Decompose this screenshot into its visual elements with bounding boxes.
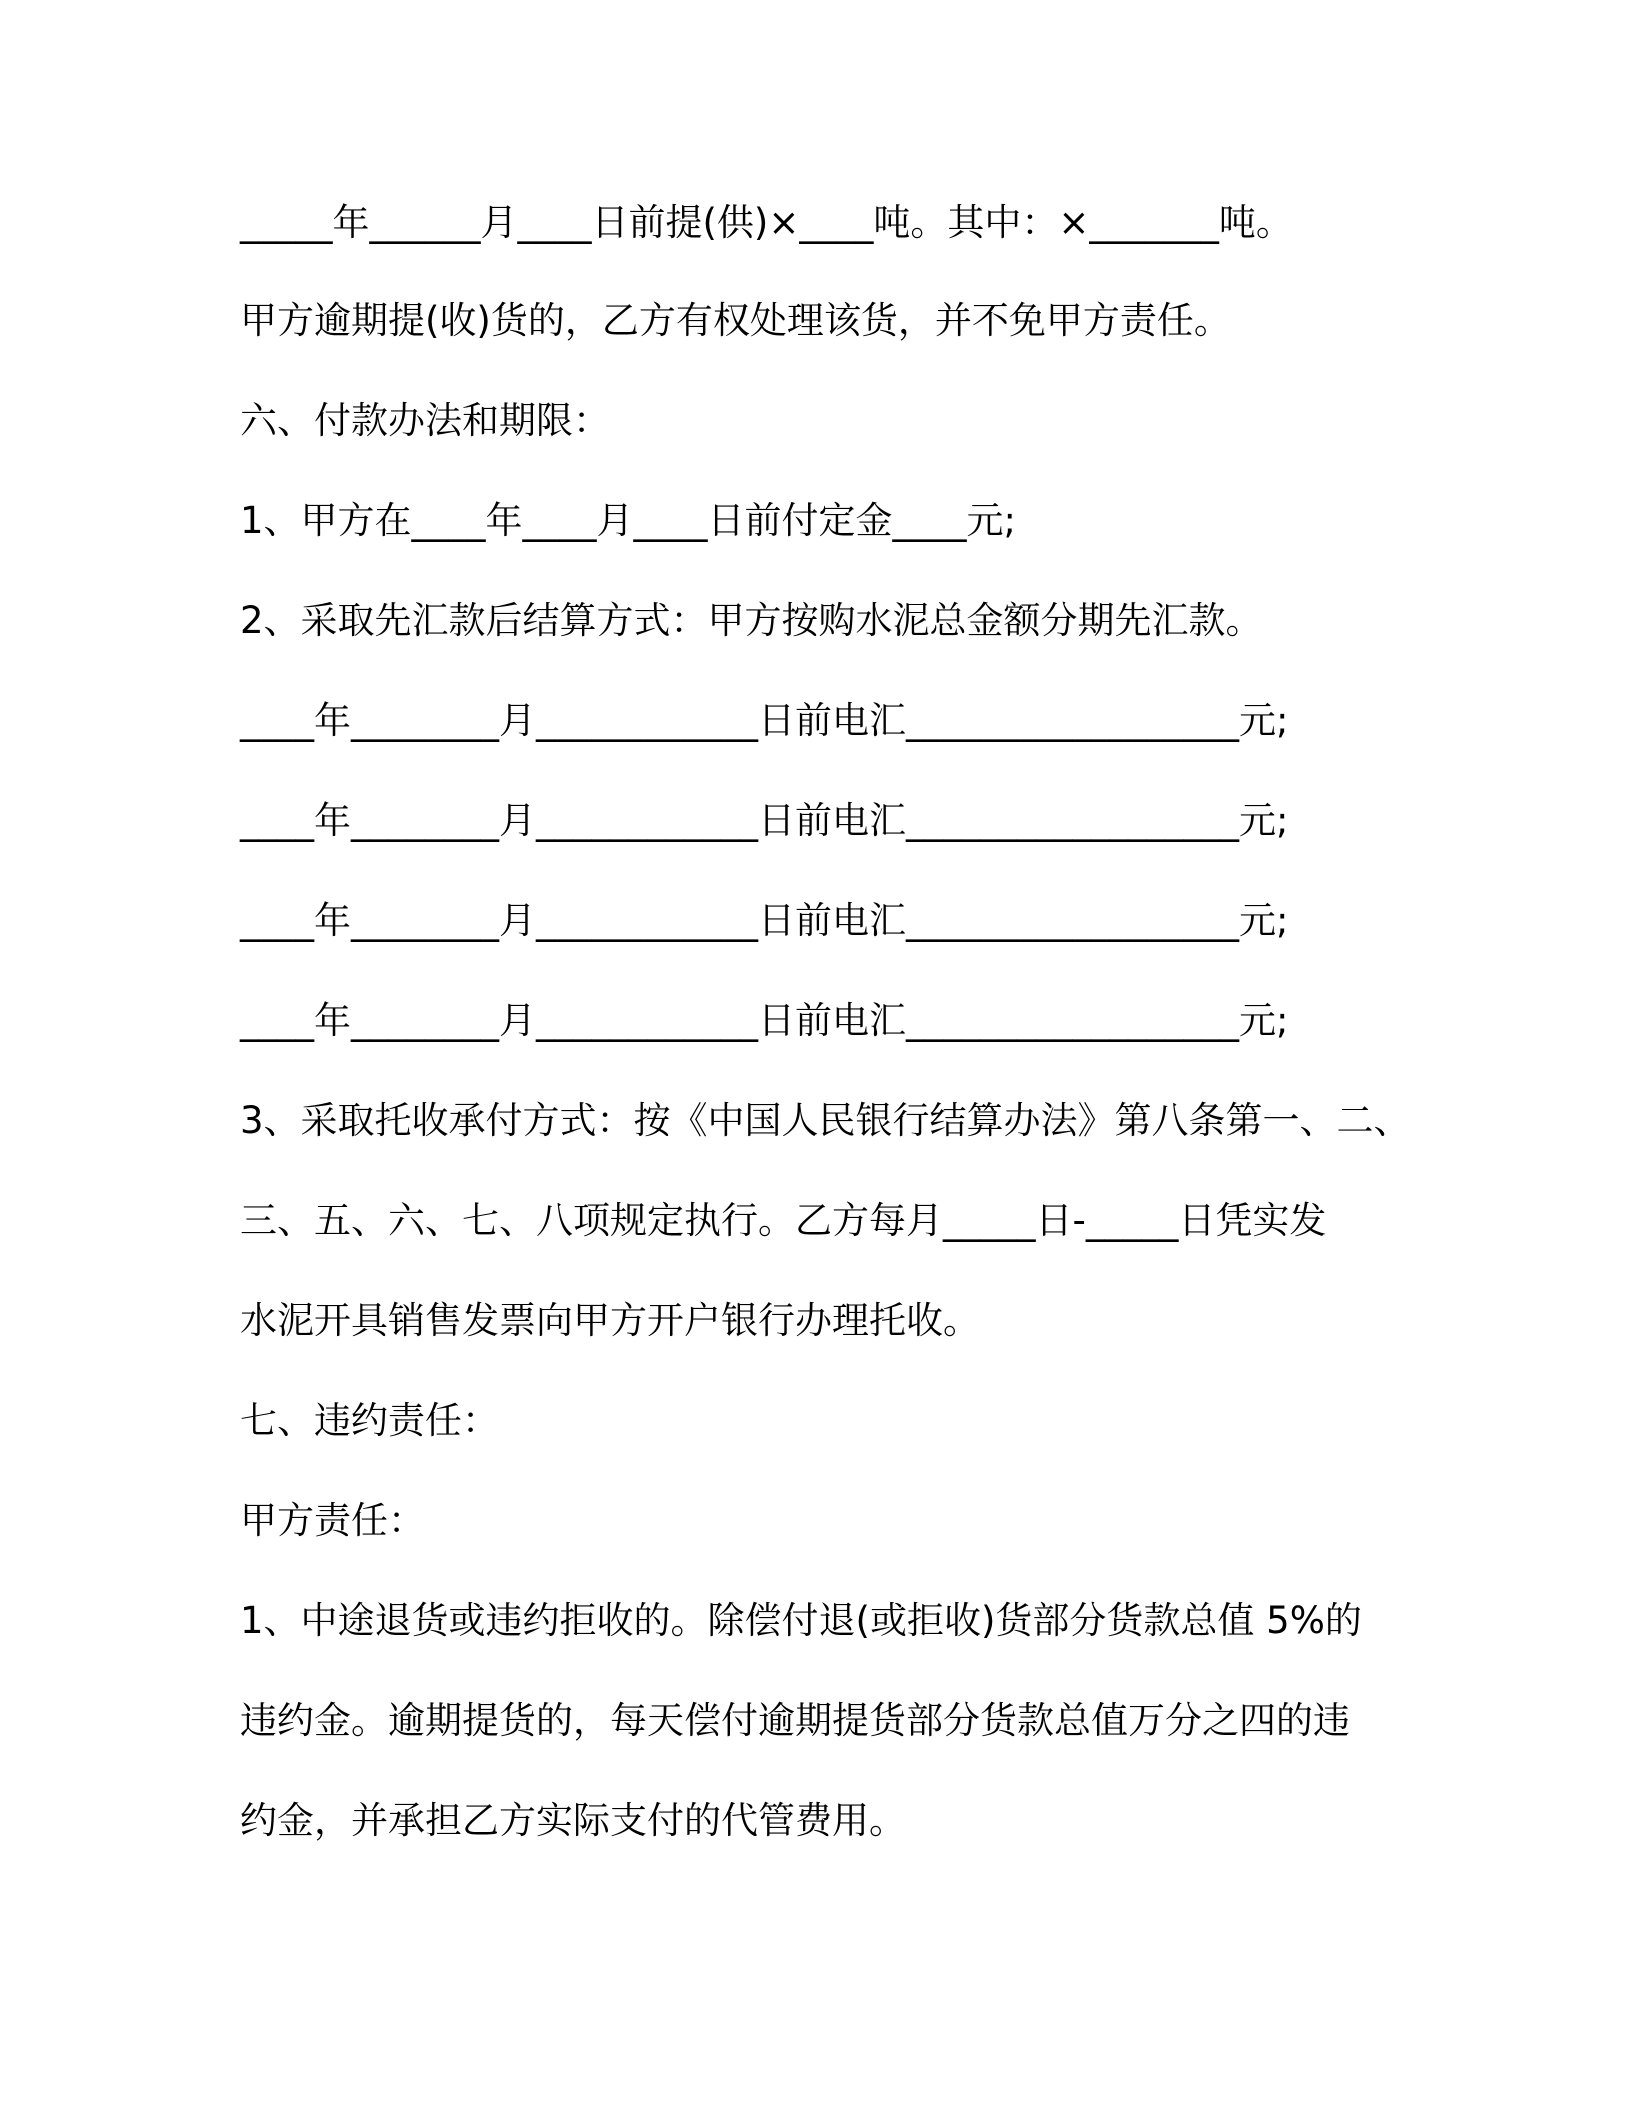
collection-clause-end: 水泥开具销售发票向甲方开户银行办理托收。 — [240, 1299, 980, 1342]
wire-transfer-line: ____年________月____________日前电汇__________________元; — [240, 999, 1289, 1042]
section-heading-payment: 六、付款办法和期限： — [240, 399, 610, 442]
wire-transfer-line: ____年________月____________日前电汇__________________元; — [240, 699, 1289, 742]
deposit-clause: 1、甲方在____年____月____日前付定金____元; — [240, 499, 1017, 542]
collection-clause: 3、采取托收承付方式：按《中国人民银行结算办法》第八条第一、二、 — [240, 1099, 1411, 1142]
late-pickup-clause: 甲方逾期提(收)货的，乙方有权处理该货，并不免甲方责任。 — [240, 299, 1231, 342]
liability-clause-end: 约金，并承担乙方实际支付的代管费用。 — [240, 1799, 906, 1842]
collection-clause-continued: 三、五、六、七、八项规定执行。乙方每月_____日-_____日凭实发 — [240, 1199, 1327, 1242]
wire-transfer-line: ____年________月____________日前电汇__________________元; — [240, 899, 1289, 942]
delivery-schedule-line: _____年______月____日前提(供)×____吨。其中：×_______吨。 — [240, 201, 1293, 244]
liability-clause: 1、中途退货或违约拒收的。除偿付退(或拒收)货部分货款总值 5%的 — [240, 1599, 1362, 1642]
liability-clause-continued: 违约金。逾期提货的，每天偿付逾期提货部分货款总值万分之四的违 — [240, 1699, 1350, 1742]
section-heading-liability: 七、违约责任： — [240, 1399, 499, 1442]
wire-transfer-line: ____年________月____________日前电汇__________________元; — [240, 799, 1289, 842]
party-a-liability-heading: 甲方责任： — [240, 1499, 425, 1542]
prepayment-clause: 2、采取先汇款后结算方式：甲方按购水泥总金额分期先汇款。 — [240, 599, 1263, 642]
